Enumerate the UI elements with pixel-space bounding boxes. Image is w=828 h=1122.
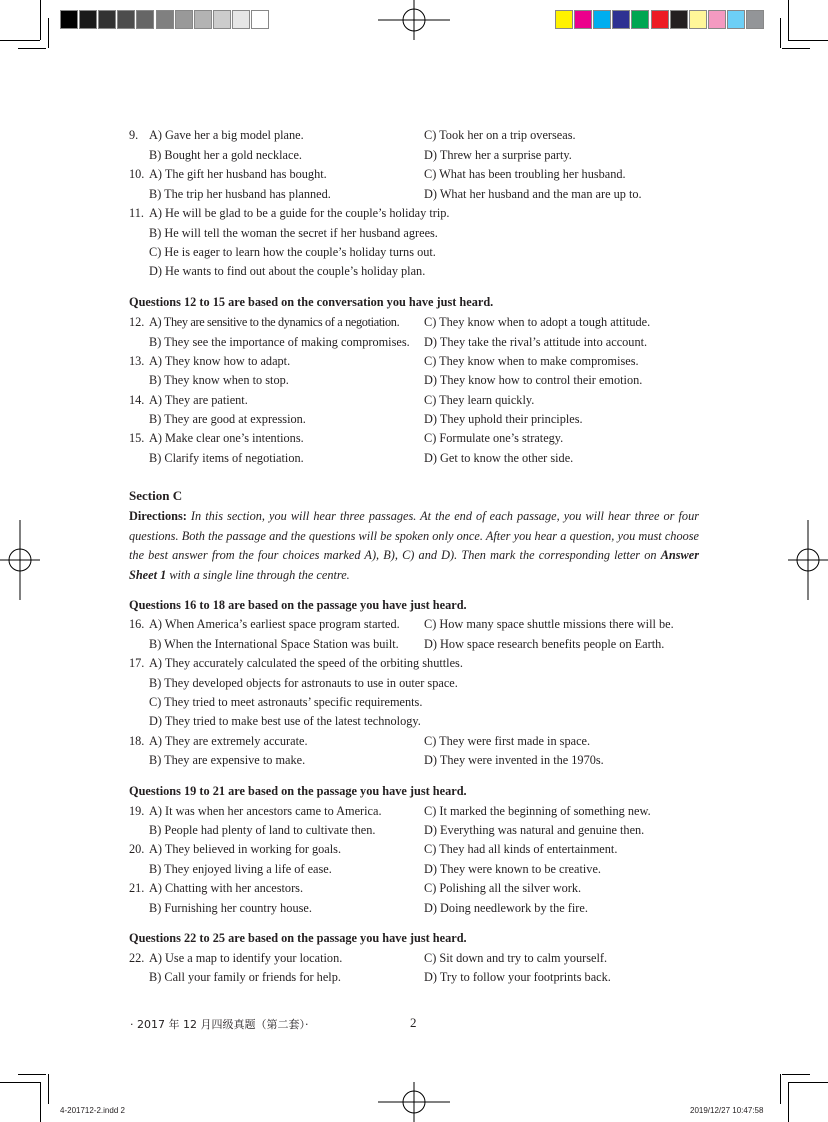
option-a: A) Gave her a big model plane. <box>149 128 304 142</box>
option-a: A) It was when her ancestors came to America. <box>149 803 382 818</box>
question-number: 14. <box>129 392 145 407</box>
option-c: C) They had all kinds of entertainment. <box>424 842 618 856</box>
option-b: B) Clarify items of negotiation. <box>149 450 304 465</box>
crop-mark <box>48 18 49 48</box>
option-d: D) What her husband and the man are up to. <box>424 186 642 201</box>
color-swatch <box>746 10 764 29</box>
footer-title: · 2017 年 12 月四级真题（第二套）· <box>130 1018 309 1031</box>
directions-label: Directions: <box>129 509 187 523</box>
option-b: B) They developed objects for astronauts to use in outer space. <box>149 675 458 690</box>
color-swatch <box>136 10 154 29</box>
color-swatch <box>670 10 688 29</box>
color-swatch <box>689 10 707 29</box>
option-d: D) How space research benefits people on Earth. <box>424 636 665 651</box>
question-number: 12. <box>129 315 145 329</box>
option-d: D) Get to know the other side. <box>424 450 574 465</box>
option-a: A) The gift her husband has bought. <box>149 167 327 181</box>
option-a: A) They are patient. <box>149 392 248 407</box>
crop-mark <box>782 48 810 49</box>
question-number: 21. <box>129 881 145 895</box>
question-number: 17. <box>129 656 145 670</box>
crop-mark <box>48 1074 49 1104</box>
directions-text: In this section, you will hear three passages. At the end of each passage, you will hear three or four questions. Both the passage and the questions will be spoken only once. After you hear a question, you must choose the best answer from the four choices marked A), B), C) and D). Then mark the corresponding letter on <box>129 509 700 562</box>
option-a: A) They are sensitive to the dynamics of a negotiation. <box>149 315 400 329</box>
color-swatch <box>194 10 212 29</box>
color-swatch <box>612 10 630 29</box>
option-a: A) They accurately calculated the speed of the orbiting shuttles. <box>149 656 463 670</box>
question-number: 15. <box>129 431 145 445</box>
crop-mark <box>0 40 40 41</box>
question-group-heading: Questions 12 to 15 are based on the conversation you have just heard. <box>129 295 494 309</box>
color-swatch <box>555 10 573 29</box>
option-c: C) Took her on a trip overseas. <box>424 128 576 142</box>
option-c: C) They were first made in space. <box>424 733 591 748</box>
crop-mark <box>788 1082 828 1083</box>
option-a: A) Make clear one’s intentions. <box>149 431 304 445</box>
option-a: A) Use a map to identify your location. <box>149 950 343 965</box>
question-number: 10. <box>129 167 145 181</box>
option-d: D) Doing needlework by the fire. <box>424 900 588 915</box>
question-group-heading: Questions 19 to 21 are based on the passage you have just heard. <box>129 784 467 798</box>
option-c: C) Formulate one’s strategy. <box>424 431 564 445</box>
color-swatch <box>251 10 269 29</box>
option-a: A) He will be glad to be a guide for the couple’s holiday trip. <box>149 206 450 220</box>
question-number: 19. <box>129 803 145 818</box>
color-swatch <box>574 10 592 29</box>
color-swatch <box>593 10 611 29</box>
color-swatch <box>98 10 116 29</box>
crop-mark <box>18 1074 46 1075</box>
color-swatch <box>117 10 135 29</box>
question-number: 16. <box>129 617 145 631</box>
option-b: B) Bought her a gold necklace. <box>149 147 302 162</box>
question-number: 20. <box>129 842 145 856</box>
registration-target-left <box>0 520 40 600</box>
option-a: A) They are extremely accurate. <box>149 733 308 748</box>
option-b: B) Call your family or friends for help. <box>149 970 341 984</box>
crop-mark <box>780 18 781 48</box>
section-heading: Section C <box>129 488 183 503</box>
option-b: B) They know when to stop. <box>149 373 289 387</box>
option-d: D) They take the rival’s attitude into account. <box>424 334 648 349</box>
option-c: C) How many space shuttle missions there will be. <box>424 617 674 631</box>
option-d: D) They tried to make best use of the latest technology. <box>149 714 421 728</box>
option-c: C) It marked the beginning of something new. <box>424 803 651 818</box>
question-group-heading: Questions 22 to 25 are based on the passage you have just heard. <box>129 931 467 945</box>
option-c: C) They tried to meet astronauts’ specific requirements. <box>149 695 423 709</box>
crop-mark <box>782 1074 810 1075</box>
option-b: B) People had plenty of land to cultivate then. <box>149 823 376 837</box>
option-b: B) The trip her husband has planned. <box>149 186 331 201</box>
crop-mark <box>40 0 41 40</box>
crop-mark <box>780 1074 781 1104</box>
option-a: A) Chatting with her ancestors. <box>149 881 304 895</box>
option-c: C) They know when to make compromises. <box>424 354 639 368</box>
slug-timestamp: 2019/12/27 10:47:58 <box>690 1106 764 1115</box>
directions-tail: with a single line through the centre. <box>169 567 350 582</box>
option-d: D) They were invented in the 1970s. <box>424 753 604 767</box>
option-d: D) They know how to control their emotion. <box>424 373 643 387</box>
question-number: 11. <box>129 206 144 220</box>
option-b: B) They are good at expression. <box>149 412 306 426</box>
option-d: D) Threw her a surprise party. <box>424 147 572 162</box>
color-swatch <box>651 10 669 29</box>
option-d: D) They uphold their principles. <box>424 412 583 426</box>
color-swatch <box>708 10 726 29</box>
question-number: 9. <box>129 128 139 142</box>
answer-sheet-label: Answer Sheet 1 <box>129 548 699 582</box>
color-swatch <box>156 10 174 29</box>
question-number: 22. <box>129 950 145 965</box>
option-c: C) He is eager to learn how the couple’s holiday turns out. <box>149 245 436 259</box>
option-c: C) What has been troubling her husband. <box>424 167 626 181</box>
registration-target-top <box>378 0 450 40</box>
option-a: A) They believed in working for goals. <box>149 842 342 856</box>
option-d: D) He wants to find out about the couple’s holiday plan. <box>149 264 426 278</box>
color-swatch <box>232 10 250 29</box>
option-c: C) Polishing all the silver work. <box>424 881 582 895</box>
option-d: D) They were known to be creative. <box>424 861 601 876</box>
crop-mark <box>18 48 46 49</box>
option-a: A) They know how to adapt. <box>149 354 291 368</box>
question-number: 13. <box>129 354 145 368</box>
directions <box>129 507 699 585</box>
question-number: 18. <box>129 733 145 748</box>
crop-mark <box>788 40 828 41</box>
color-swatch <box>60 10 78 29</box>
color-swatch <box>631 10 649 29</box>
color-swatch <box>727 10 745 29</box>
option-b: B) Furnishing her country house. <box>149 900 312 915</box>
option-b: B) They see the importance of making compromises. <box>149 334 410 349</box>
crop-mark <box>40 1082 41 1122</box>
registration-target-bottom <box>378 1082 450 1122</box>
crop-mark <box>788 1082 789 1122</box>
option-d: D) Try to follow your footprints back. <box>424 970 611 984</box>
page-number: 2 <box>410 1015 417 1030</box>
option-b: B) They are expensive to make. <box>149 753 306 767</box>
color-swatch <box>213 10 231 29</box>
slug-file-name: 4-201712-2.indd 2 <box>60 1106 125 1115</box>
option-b: B) They enjoyed living a life of ease. <box>149 861 332 876</box>
option-c: C) They know when to adopt a tough attitude. <box>424 315 651 329</box>
registration-target-right <box>788 520 828 600</box>
color-swatch <box>79 10 97 29</box>
option-b: B) When the International Space Station was built. <box>149 636 399 651</box>
question-group-heading: Questions 16 to 18 are based on the passage you have just heard. <box>129 598 467 612</box>
option-c: C) Sit down and try to calm yourself. <box>424 950 608 965</box>
option-c: C) They learn quickly. <box>424 392 535 407</box>
crop-mark <box>788 0 789 40</box>
color-swatch <box>175 10 193 29</box>
crop-mark <box>0 1082 40 1083</box>
option-d: D) Everything was natural and genuine then. <box>424 823 645 837</box>
option-a: A) When America’s earliest space program started. <box>149 617 400 631</box>
option-b: B) He will tell the woman the secret if her husband agrees. <box>149 225 438 240</box>
